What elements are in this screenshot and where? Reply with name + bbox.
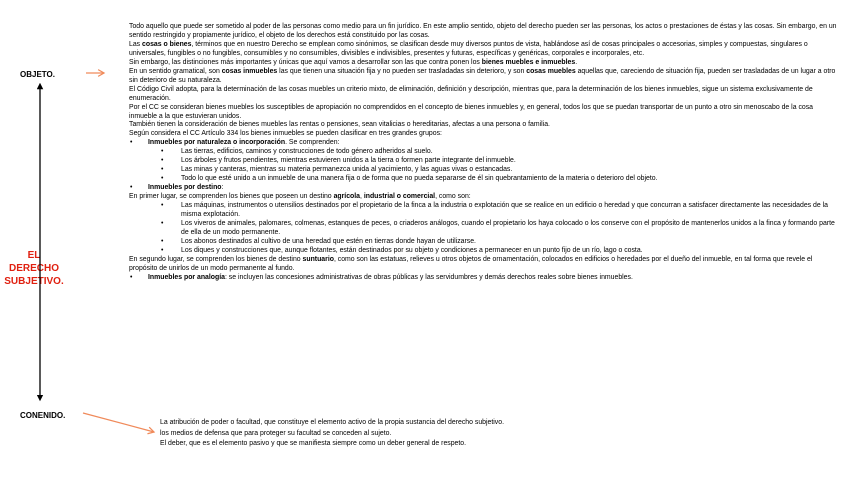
naturaleza-item: • Las minas y canteras, mientras su materia permanezca unida al yacimiento, y las aguas vivas o estancadas. xyxy=(129,166,841,175)
primer-lugar-paragraph: En primer lugar, se comprenden los bienes que poseen un destino agrícola, industrial o comercial, como son: xyxy=(129,193,471,201)
derecho-subjetivo-line2: SUBJETIVO. xyxy=(4,276,64,287)
contenido-line: los medios de defensa que para proteger su facultad se conceden al sujeto. xyxy=(160,429,392,437)
codigo-civil-paragraph: El Código Civil adopta, para la determinación de las cosas muebles un criterio mixto, de eliminación, definición y descripción, mientras que, para la determinación de los bienes inmuebles, sigue un sistema exclusivamente de enumeración. xyxy=(129,85,813,102)
objeto-intro: Todo aquello que puede ser sometido al poder de las personas como medio para un fin jurídico. En este amplio sentido, objeto del derecho pueden ser las personas, los actos o prestaciones de éstas y las cosas. Sin embargo, en un sentido restringido y propiamente jurídico, el objeto de los derechos está constituido por las cosas. xyxy=(129,23,837,39)
destino-heading: • Inmuebles por destino: xyxy=(129,184,841,193)
cc-considera-paragraph: Por el CC se consideran bienes muebles los susceptibles de apropiación no comprendidos en el concepto de bienes inmuebles y, en general, todos los que se puedan transportar de un punto a otro sin menoscabo de la cosa inmueble a la que estuvieran unidos. xyxy=(129,103,814,120)
derecho-subjetivo-line1: EL DERECHO xyxy=(8,250,59,274)
contenido-line: El deber, que es el elemento pasivo y que se manifiesta siempre como un deber general de respeto. xyxy=(160,440,467,448)
naturaleza-item: • Las tierras, edificios, caminos y construcciones de todo género adheridos al suelo. xyxy=(129,148,841,157)
segundo-lugar-paragraph: En segundo lugar, se comprenden los bienes de destino suntuario, como son las estatuas, relieves u otros objetos de ornamentación, colocados en edificios o heredades por el dueño del inmueble, en tal forma que revele el propósito de unirlos de un modo permanente al fundo. xyxy=(129,255,813,272)
contenido-description xyxy=(160,418,720,450)
destino-item: • Los viveros de animales, palomares, colmenas, estanques de peces, o criaderos análogos, cuando el propietario los haya colocado o los conserve con el propósito de mantenerlos unidos a la finca y formando parte de ella de un modo permanente. xyxy=(129,220,841,238)
analogia-heading: • Inmuebles por analogía: se incluyen las concesiones administrativas de obras públicas y las servidumbres y demás derechos reales sobre bienes inmuebles. xyxy=(129,274,841,283)
objeto-label: OBJETO. xyxy=(20,70,55,79)
destino-item: • Los abonos destinados al cultivo de una heredad que estén en tierras donde hayan de utilizarse. xyxy=(129,238,841,247)
contenido-line: La atribución de poder o facultad, que constituye el elemento activo de la propia sustancia del derecho subjetivo. xyxy=(160,419,504,426)
destino-item: • Los diques y construcciones que, aunque flotantes, están destinados por su objeto y condiciones a permanecer en un punto fijo de un río, lago o costa. xyxy=(129,247,841,256)
objeto-description xyxy=(129,23,841,283)
contenido-arrow xyxy=(83,413,154,432)
contenido-label: CONENIDO. xyxy=(20,411,66,420)
naturaleza-item: • Todo lo que esté unido a un inmueble de una manera fija o de forma que no pueda separarse de él sin quebrantamiento de la materia o deterioro del objeto. xyxy=(129,175,841,184)
articulo-paragraph: Según considera el CC Artículo 334 los bienes inmuebles se pueden clasificar en tres grandes grupos: xyxy=(129,130,442,138)
desarrollar-paragraph: Sin embargo, las distinciones más importantes y únicas que aquí vamos a desarrollar son las que contra ponen los bienes muebles e inmuebles. xyxy=(129,58,578,66)
naturaleza-heading: • Inmuebles por naturaleza o incorporación. Se comprenden: xyxy=(129,139,841,148)
gramatical-paragraph: En un sentido gramatical, son cosas inmuebles las que tienen una situación fija y no pueden ser trasladadas sin deterioro, y son cosas muebles aquellas que, careciendo de situación fija, pueden ser trasladadas de un lugar a otro sin deterioro de su naturaleza. xyxy=(129,67,836,84)
naturaleza-item: • Los árboles y frutos pendientes, mientras estuvieren unidos a la tierra o formen parte integrante del inmueble. xyxy=(129,157,841,166)
destino-item: • Las máquinas, instrumentos o utensilios destinados por el propietario de la finca a la industria o explotación que se realice en un edificio o heredad y que concurran a satisfacer directamente las necesidades de la misma explotación. xyxy=(129,202,841,220)
rentas-paragraph: También tienen la consideración de bienes muebles las rentas o pensiones, sean vitalicias o hereditarias, afectas a una persona o familia. xyxy=(129,121,550,129)
cosas-paragraph: Las cosas o bienes, términos que en nuestro Derecho se emplean como sinónimos, se clasifican desde muy diversos puntos de vista, hablándose así de cosas principales o accesorias, simples y compuestas, singulares o universales, fungibles o no fungibles, consumibles y no consumibles, divisibles e indivisibles, presentes y futuras, específicas y genéricas, corporales e incorporales, etc. xyxy=(129,40,808,57)
